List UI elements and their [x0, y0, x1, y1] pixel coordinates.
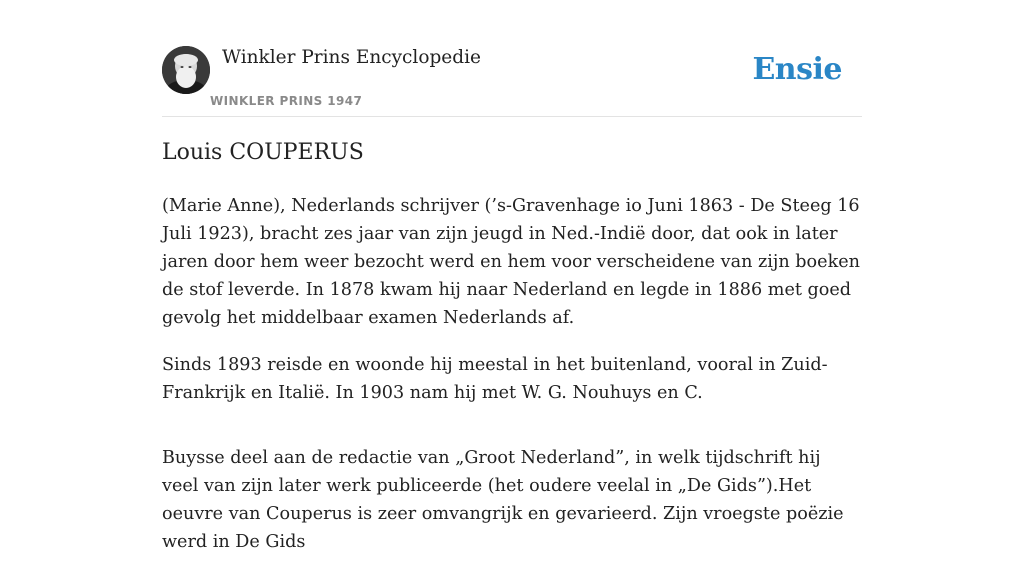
author-portrait-icon: [162, 46, 210, 94]
site-title[interactable]: Winkler Prins Encyclopedie: [222, 47, 481, 68]
brand-logo[interactable]: Ensie: [752, 52, 842, 87]
article-paragraph: Buysse deel aan de redactie van „Groot Nederland”, in welk tijdschrift hij veel van zijn later werk publiceerde (het oudere veelal in „De Gids”).Het oeuvre van Couperus is zeer omvangrijk en gevarieerd. Zijn vroegste poëzie werd in De Gids: [162, 448, 844, 552]
site-subtitle[interactable]: WINKLER PRINS 1947: [210, 94, 363, 108]
article-paragraph: Sinds 1893 reisde en woonde hij meestal in het buitenland, vooral in Zuid-Frankrijk en Italië. In 1903 nam hij met W. G. Nouhuys en C.: [162, 355, 828, 403]
avatar[interactable]: [162, 46, 210, 94]
article-paragraph: (Marie Anne), Nederlands schrijver (’s-Gravenhage io Juni 1863 - De Steeg 16 Juli 1923), bracht zes jaar van zijn jeugd in Ned.-Indië door, dat ook in later jaren door hem weer bezocht werd en hem voor verscheidene van zijn boeken de stof leverde. In 1878 kwam hij naar Nederland en legde in 1886 met goed gevolg het middelbaar examen Nederlands af.: [162, 196, 860, 328]
header: [162, 0, 862, 117]
page: [162, 0, 862, 552]
article-body: [162, 192, 862, 575]
article-title: Louis COUPERUS: [162, 140, 364, 165]
